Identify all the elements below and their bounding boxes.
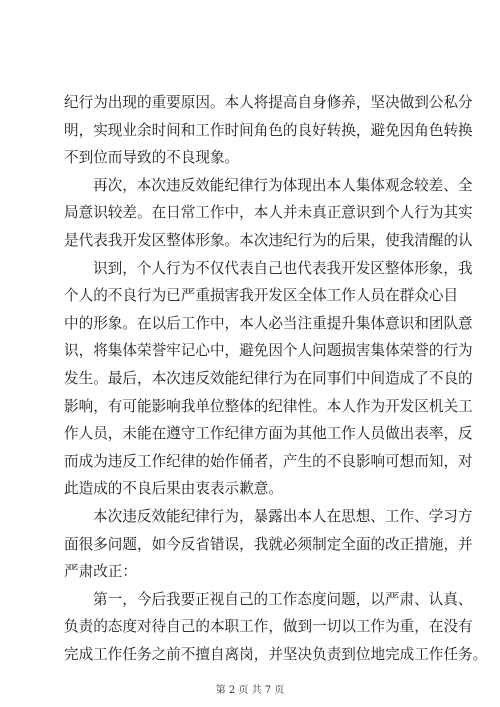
text-line: 个人的不良行为已严重损害我开发区全体工作人员在群众心目 <box>64 287 459 305</box>
paragraph-start-line: 本次违反效能纪律行为，暴露出本人在思想、工作、学习方 <box>93 507 473 525</box>
text-line: 不到位而导致的不良现象。 <box>64 149 240 167</box>
text-line: 局意识较差。在日常工作中，本人并未真正意识到个人行为其实 <box>64 204 473 222</box>
paragraph-start-line: 再次，本次违反效能纪律行为体现出本人集体观念较差、全 <box>93 176 473 194</box>
text-line: 负责的态度对待自己的本职工作，做到一切以工作为重，在没有 <box>64 618 473 636</box>
text-line: 作人员，未能在遵守工作纪律方面为其他工作人员做出表率，反 <box>64 425 473 443</box>
text-line: 纪行为出现的重要原因。本人将提高自身修养，坚决做到公私分 <box>64 94 473 111</box>
text-line: 是代表我开发区整体形象。本次违纪行为的后果，使我清醒的认 <box>64 231 473 249</box>
text-line: 完成工作任务之前不擅自离岗，并坚决负责到位地完成工作任务。 <box>64 645 488 663</box>
text-line: 识到，个人行为不仅代表自己也代表我开发区整体形象，我 <box>93 259 473 277</box>
page-number-footer: 第 2 页 共 7 页 <box>215 685 285 696</box>
text-line: 面很多问题，如今反省错误，我就必须制定全面的改正措施，并 <box>64 535 473 553</box>
text-line: 中的形象。在以后工作中，本人必当注重提升集体意识和团队意 <box>64 314 473 332</box>
text-line: 此造成的不良后果由衷表示歉意。 <box>64 480 283 498</box>
text-line: 发生。最后，本次违反效能纪律行为在同事们中间造成了不良的 <box>64 369 473 387</box>
text-line: 严肃改正： <box>64 563 137 581</box>
text-line: 明，实现业余时间和工作时间角色的良好转换，避免因角色转换 <box>64 121 473 139</box>
paragraph-start-line: 第一，今后我要正视自己的工作态度问题，以严肃、认真、 <box>93 590 473 608</box>
document-body <box>64 89 488 668</box>
text-line: 识，将集体荣誉牢记心中，避免因个人问题损害集体荣誉的行为 <box>64 342 473 360</box>
text-line: 影响，有可能影响我单位整体的纪律性。本人作为开发区机关工 <box>64 397 473 415</box>
text-line: 而成为违反工作纪律的始作俑者，产生的不良影响可想而知，对 <box>64 452 473 470</box>
